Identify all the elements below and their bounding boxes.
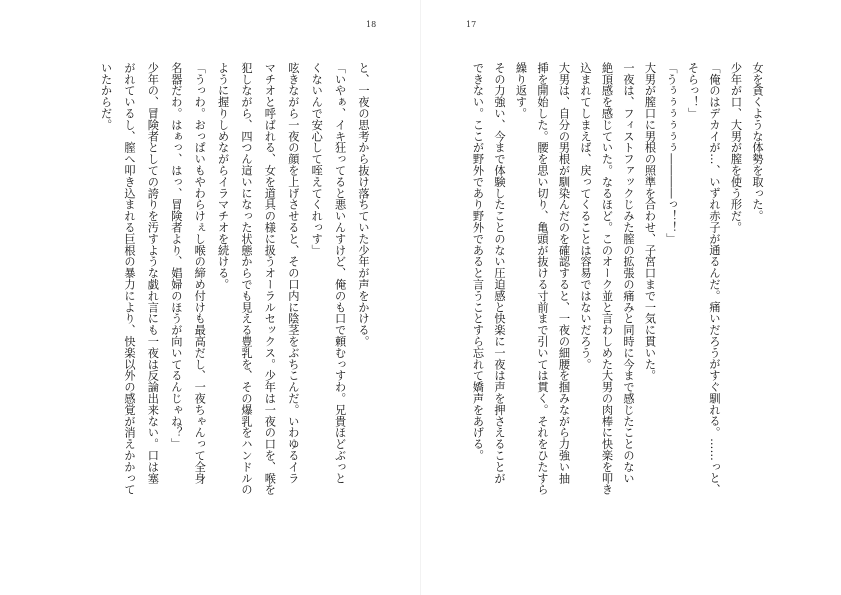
left-page-text [60,62,372,532]
text-column: 犯しながら、四つん這いになった状態からでも見える豊乳を、その爆乳をハンドルの [240,62,253,496]
text-column: 込まれてしまえば、戻ってくることは容易ではないだろう。 [579,62,592,370]
text-column: 「いやぁ、イキ狂ってると悪いんすけど、俺のも口で頼むっすわ。兄貴ほどぶっと [333,62,347,484]
text-column: そらっ！」 [686,62,700,119]
text-column: マチオと呼ばれる、女を道具の様に扱うオーラルセックス。少年は一夜の口を、喉を [263,62,277,496]
text-column: がれているし、膣へ叩き込まれる巨根の暴力により、快楽以外の感覚が消えかかって [123,62,136,496]
text-column: 名器だわ。はぁっ、はっ、冒険者より、娼婦のほうが向いてるんじゃね？」 [169,62,183,450]
text-column: できない。ここが野外であり野外であると言うことすら忘れて嬌声をあげる。 [471,62,485,461]
text-column: 女を貪くような体勢を取った。 [751,62,764,222]
text-column: 繰り返す。 [514,62,528,119]
text-column: くないんで安心して咥えてくれっす」 [310,62,324,256]
text-column: 少年の、冒険者としての誇りを汚すような戯れ言にも一夜は反論出来ない。口は塞 [146,62,160,484]
text-column: ように握りしめながらイラマチオを続ける。 [216,62,230,290]
text-column: 呟きながら一夜の顔を上げさせると、その口内に陰茎をぶちこんだ。いわゆるイラ [286,62,300,484]
text-column: 絶頂感を感じていた。なるほど。このオーク並と言わしめた大男の肉棒に快楽を叩き [600,62,614,496]
text-column: 「俺のはデカイが…、いずれ赤子が通るんだ。痛いだろうがすぐ馴れる。……っと、 [708,62,721,496]
page-gutter [420,0,421,595]
text-column: いたからだ。 [99,62,113,131]
text-column: 大男は、自分の男根が馴染んだのを確認すると、一夜の細腰を掴みながら力強い抽 [557,62,571,484]
text-column: 一夜は、フィストファックじみた膣の拡張の痛みと同時に今まで感じたことのない [622,62,635,484]
page-number-right: 17 [466,20,477,29]
text-column: 「うっわ。おっぱいもやわらけぇし喉の締め付けも最高だし、一夜ちゃんって全身 [193,62,207,484]
text-column: と、一夜の思考から抜け落ちていた少年が声をかける。 [357,62,370,347]
page-number-left: 18 [366,20,377,29]
text-column: 大男が膣口に男根の照準を合わせ、子宮口まで一気に貫いた。 [643,62,657,382]
text-column: 挿を開始した。腰を思い切り、亀頭が抜ける寸前まで引いては貫く。それをひたすら [536,62,549,496]
right-page-text [468,62,780,532]
text-column: 「うぅぅぅぅぅぅ――――っ！！」 [665,62,678,245]
text-column: その力強い、今まで体験したことのない圧迫感と快楽に一夜は声を押さえることが [493,62,506,484]
text-column: 少年が口、大男が膣を使う形だ。 [729,62,743,233]
